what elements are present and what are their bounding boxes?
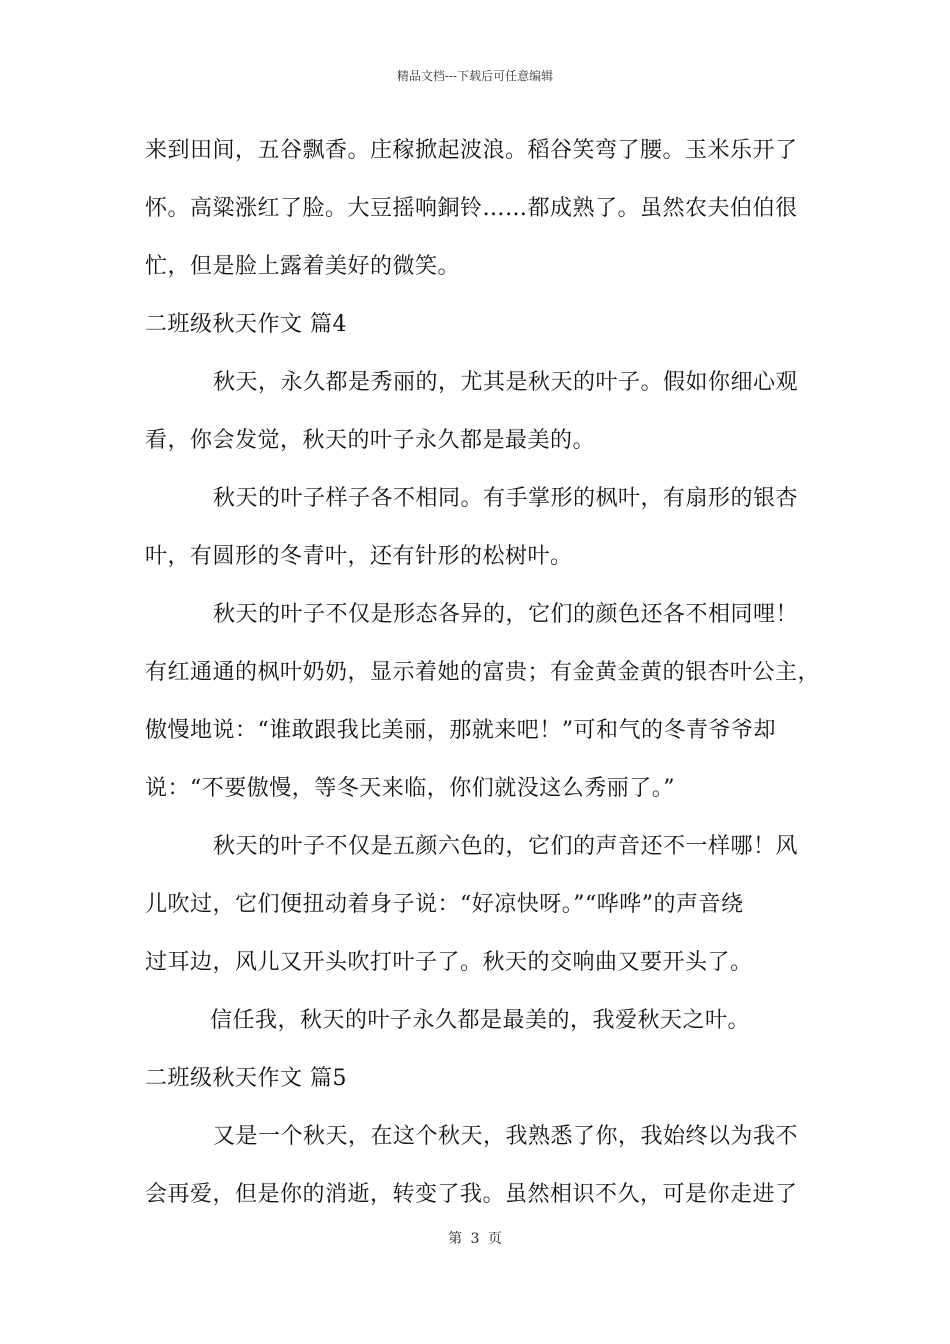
text-line: 叶，有圆形的冬青叶，还有针形的松树叶。 — [145, 544, 573, 569]
text-line: 说：“不要傲慢，等冬天来临，你们就没这么秀丽了。” — [145, 776, 675, 801]
section-heading: 二班级秋天作文 篇5 — [145, 1066, 347, 1091]
text-line: 会再爱，但是你的消逝，转变了我。虽然相识不久，可是你走进了 — [145, 1182, 798, 1207]
text-line: 秋天的叶子样子各不相同。有手掌形的枫叶，有扇形的银杏 — [213, 486, 799, 511]
page-header: 精品文档---下载后可任意编辑 — [396, 69, 554, 83]
text-line: 信任我，秋天的叶子永久都是最美的，我爱秋天之叶。 — [210, 1008, 751, 1033]
text-line: 有红通通的枫叶奶奶，显示着她的富贵；有金黄金黄的银杏叶公主， — [145, 660, 821, 685]
text-line: 傲慢地说：“谁敢跟我比美丽，那就来吧！”可和气的冬青爷爷却 — [145, 718, 776, 743]
text-line: 秋天，永久都是秀丽的，尤其是秋天的叶子。假如你细心观 — [213, 370, 799, 395]
page-number: 第 3 页 — [448, 1231, 502, 1247]
text-line: 儿吹过，它们便扭动着身子说：“好凉快呀。”“哗哗”的声音绕 — [145, 892, 744, 917]
text-line: 怀。高粱涨红了脸。大豆摇响銅铃……都成熟了。虽然农夫伯伯很 — [145, 196, 798, 221]
text-line: 秋天的叶子不仅是形态各异的，它们的颜色还各不相同哩！ — [213, 602, 799, 627]
text-line: 秋天的叶子不仅是五颜六色的，它们的声音还不一样哪！风 — [213, 834, 799, 859]
document-body — [145, 128, 825, 1230]
text-line: 看，你会发觉，秋天的叶子永久都是最美的。 — [145, 428, 596, 453]
text-line: 过耳边，风儿又开头吹打叶子了。秋天的交响曲又要开头了。 — [145, 950, 753, 975]
section-heading: 二班级秋天作文 篇4 — [145, 312, 347, 337]
text-line: 忙，但是脸上露着美好的微笑。 — [145, 254, 461, 279]
text-line: 又是一个秋天，在这个秋天，我熟悉了你，我始终以为我不 — [213, 1124, 799, 1149]
text-line: 来到田间，五谷飘香。庄稼掀起波浪。稻谷笑弯了腰。玉米乐开了 — [145, 138, 798, 163]
